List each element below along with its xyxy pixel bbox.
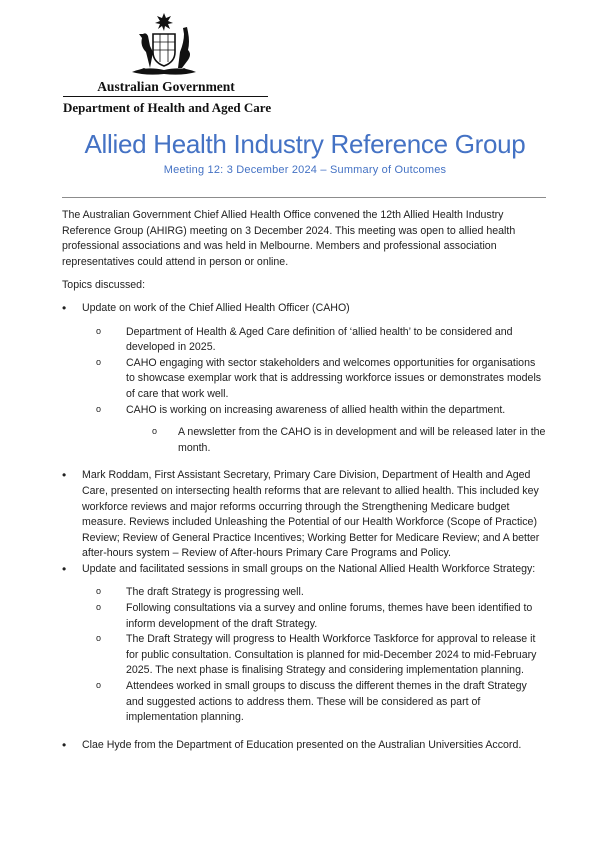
sub-item: o Attendees worked in small groups to discuss the different themes in the draft Strategy and suggested actions to address them. These will be considered as part of implementation planning. <box>96 679 546 726</box>
sub-item-text: CAHO is working on increasing awareness of allied health within the department. <box>126 403 506 416</box>
sub-list <box>82 325 546 457</box>
sub-item: o The draft Strategy is progressing well. <box>96 585 546 601</box>
sub-sub-item: o A newsletter from the CAHO is in development and will be released later in the month. <box>152 425 546 456</box>
topics-label: Topics discussed: <box>62 279 146 292</box>
department-name: Department of Health and Aged Care <box>63 100 272 115</box>
list-item <box>62 301 546 456</box>
page-title: Allied Health Industry Reference Group <box>84 129 526 159</box>
title-divider <box>62 197 546 198</box>
intro-paragraph: The Australian Government Chief Allied Health Office convened the 12th Allied Health Industry Reference Group (AHIRG) meeting on 3 December 2024. This meeting was open to allied health professional associations and was held in Melbourne. Members and professional association representatives could attend in person or online. <box>62 209 516 268</box>
item-text: Update on work of the Chief Allied Health Officer (CAHO) <box>82 301 350 314</box>
sub-list <box>82 585 546 725</box>
sub-item: o Department of Health & Aged Care definition of ‘allied health’ to be considered and developed in 2025. <box>96 325 546 356</box>
coat-of-arms-icon <box>126 12 202 78</box>
sub-item: o CAHO engaging with sector stakeholders and welcomes opportunities for organisations to showcase exemplar work that is addressing workforce issues or demonstrates models of care that work well. <box>96 356 546 403</box>
item-text: Update and facilitated sessions in small groups on the National Allied Health Workforce Strategy: <box>82 562 536 575</box>
list-item: • Mark Roddam, First Assistant Secretary, Primary Care Division, Department of Health and Aged Care, presented on intersecting health reforms that are relevant to allied health. This included key workforce reviews and major reforms occurring through the Strengthening Medicare budget measure. Reviews included Unleashing the Potential of our Health Workforce (Scope of Practice) Review; Review of General Practice Incentives; Working Better for Medicare Review; and A better after-hours system – Review of After-hours Primary Care Programs and Policy. <box>62 468 546 562</box>
government-name: Australian Government <box>97 79 235 94</box>
document-body <box>62 208 546 753</box>
sub-item: o Following consultations via a survey and online forums, themes have been identified to inform development of the draft Strategy. <box>96 601 546 632</box>
sub-item <box>96 403 546 457</box>
topics-list <box>62 301 546 753</box>
header-divider <box>63 96 268 97</box>
list-item: • Clae Hyde from the Department of Education presented on the Australian Universities Accord. <box>62 738 546 754</box>
sub-item: o The Draft Strategy will progress to Health Workforce Taskforce for approval to release it for public consultation. Consultation is planned for mid-December 2024 to mid-February 2025. The next phase is finalising Strategy and considering implementation planning. <box>96 632 546 679</box>
sub-sub-list <box>126 425 546 456</box>
list-item <box>62 562 546 726</box>
page-subtitle: Meeting 12: 3 December 2024 – Summary of Outcomes <box>163 164 447 176</box>
